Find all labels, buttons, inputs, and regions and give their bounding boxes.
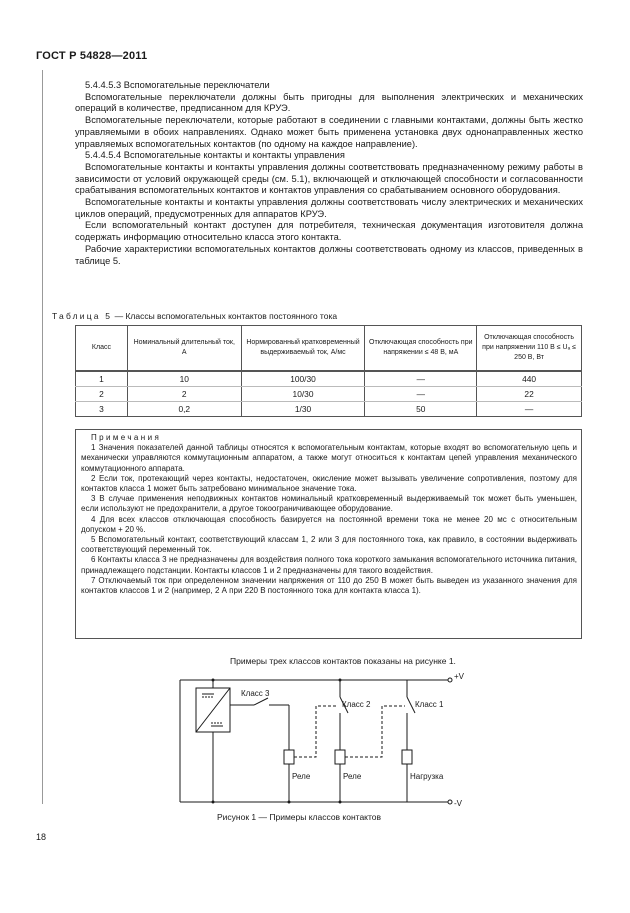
table-cell: — xyxy=(365,387,477,402)
table-header-cell: Отключающая способность при напряжении ≤ 48 В, мА xyxy=(365,326,477,372)
table-cell: 22 xyxy=(477,387,582,402)
relay-2-coil xyxy=(335,750,345,764)
note-item: 2 Если ток, протекающий через контакты, недостаточен, окисление может вызывать увеличение сопротивления, поэтому для контактов класса 1 может быть затребовано минимальное значение тока. xyxy=(81,473,577,494)
table-cell: — xyxy=(477,402,582,417)
note-item: 3 В случае применения неподвижных контактов номинальный кратковременный выдерживаемый ток может быть уменьшен, если используют не предохранители, а другое токоограничивающее оборудование. xyxy=(81,494,577,514)
document-header: ГОСТ Р 54828—2011 xyxy=(36,50,148,62)
relay1-link-dashed xyxy=(294,706,338,757)
subsection-heading: 5.4.4.5.4 Вспомогательные контакты и контакты управления xyxy=(85,150,345,161)
table-cell: 50 xyxy=(365,402,477,417)
paragraph: Рабочие характеристики вспомогательных контактов должны соответствовать одному из классов, приведенных в таблице 5. xyxy=(75,243,583,266)
table-cell: 440 xyxy=(477,371,582,387)
table-cell: 2 xyxy=(76,387,128,402)
class3-contact-switch xyxy=(254,698,268,705)
page-number: 18 xyxy=(36,832,47,842)
class2-label: Класс 2 xyxy=(342,700,371,709)
table-cell: 100/30 xyxy=(241,371,365,387)
paragraph: Вспомогательные переключатели, которые работают в соединении с главными контактами, должны быть жестко управляемыми в обоих направлениях. Однако может быть применена установка двух однонаправленных жестко управляемых вспомогательных контактов (по одному на каждое направление). xyxy=(75,115,583,149)
subsection-heading: 5.4.4.5.3 Вспомогательные переключатели xyxy=(85,80,270,90)
relay-1-coil xyxy=(284,750,294,764)
paragraph: Вспомогательные контакты и контакты управления должны соответствовать числу электрических и механических циклов операций, предусмотренных для аппаратов КРУЭ. xyxy=(75,197,583,219)
relay-2-label: Реле xyxy=(343,772,362,781)
figure-intro: Примеры трех классов контактов показаны на рисунке 1. xyxy=(230,656,456,666)
table-header-cell: Класс xyxy=(76,326,128,372)
notes-title: Примечания xyxy=(91,433,162,442)
positive-terminal xyxy=(448,678,452,682)
paragraph: Если вспомогательный контакт доступен для потребителя, техническая документация изготовителя должна содержать информацию относительно класса этого контакта. xyxy=(75,220,583,243)
note-item: 6 Контакты класса 3 не предназначены для воздействия полного тока короткого замыкания вспомогательного источника питания, принадлежащего подстанции. Контакты классов 1 и 2 предназначены для такого воздействия. xyxy=(81,555,577,575)
note-item: 1 Значения показателей данной таблицы относятся к вспомогательным контактам, которые входят во вспомогательную цепь и механически управляются коммутационным аппаратом, а также могут относиться к контактам цепей управления механического коммутационного аппарата. xyxy=(81,443,577,473)
paragraph: Вспомогательные переключатели должны быть пригодны для выполнения электрических и механических операций в количестве, предписанном для КРУЭ. xyxy=(75,91,583,114)
negative-terminal xyxy=(448,800,452,804)
table-header-cell: Отключающая способность при напряжении 110 В ≤ Uₐ ≤ 250 В, Вт xyxy=(477,326,582,372)
class3-label: Класс 3 xyxy=(241,689,270,698)
table-cell: 1/30 xyxy=(241,402,365,417)
table-cell: 3 xyxy=(76,402,128,417)
figure-caption: Рисунок 1 — Примеры классов контактов xyxy=(217,812,382,822)
table-cell: 1 xyxy=(76,371,128,387)
note-item: 5 Вспомогательный контакт, соответствующий классам 1, 2 или 3 для постоянного тока, как правило, в состоянии выдерживать соответствующий переменный ток. xyxy=(81,535,577,555)
class1-label: Класс 1 xyxy=(415,700,444,709)
paragraph: Вспомогательные контакты и контакты управления должны соответствовать предназначенному режиму работы в зависимости от условий окружающей среды (см. 5.1), включающей и отключающей способности и согласованности срабатывания вспомогательных контактов и контактов управления со срабатыванием основного оборудования. xyxy=(75,161,583,196)
note-item: 7 Отключаемый ток при определенном значении напряжения от 110 до 250 В может быть выведен из указанного значения для контактов классов 1 и 2 (например, 2 А при 220 В постоянного тока для контакта класса 1). xyxy=(81,575,577,596)
table-cell: 10 xyxy=(127,371,241,387)
table-header-cell: Номинальный длительный ток, А xyxy=(127,326,241,372)
table-cell: — xyxy=(365,371,477,387)
relay-1-label: Реле xyxy=(292,772,311,781)
table-cell: 10/30 xyxy=(241,387,365,402)
table-caption-label: Таблица 5 xyxy=(52,311,113,321)
class1-contact-switch xyxy=(407,697,415,713)
minus-v-label: -V xyxy=(454,799,462,808)
load-label: Нагрузка xyxy=(410,772,444,781)
load-box xyxy=(402,750,412,764)
table-cell: 0,2 xyxy=(127,402,241,417)
plus-v-label: +V xyxy=(454,672,465,681)
note-item: 4 Для всех классов отключающая способность базируется на постоянной времени тока не менее 20 мс с относительным допуском + 20 %. xyxy=(81,514,577,534)
table-caption-text: — Классы вспомогательных контактов постоянного тока xyxy=(112,311,338,321)
table-cell: 2 xyxy=(127,387,241,402)
relay2-link-dashed xyxy=(345,706,405,757)
table-header-cell: Нормированный кратковременный выдерживаемый ток, А/мс xyxy=(241,326,365,372)
